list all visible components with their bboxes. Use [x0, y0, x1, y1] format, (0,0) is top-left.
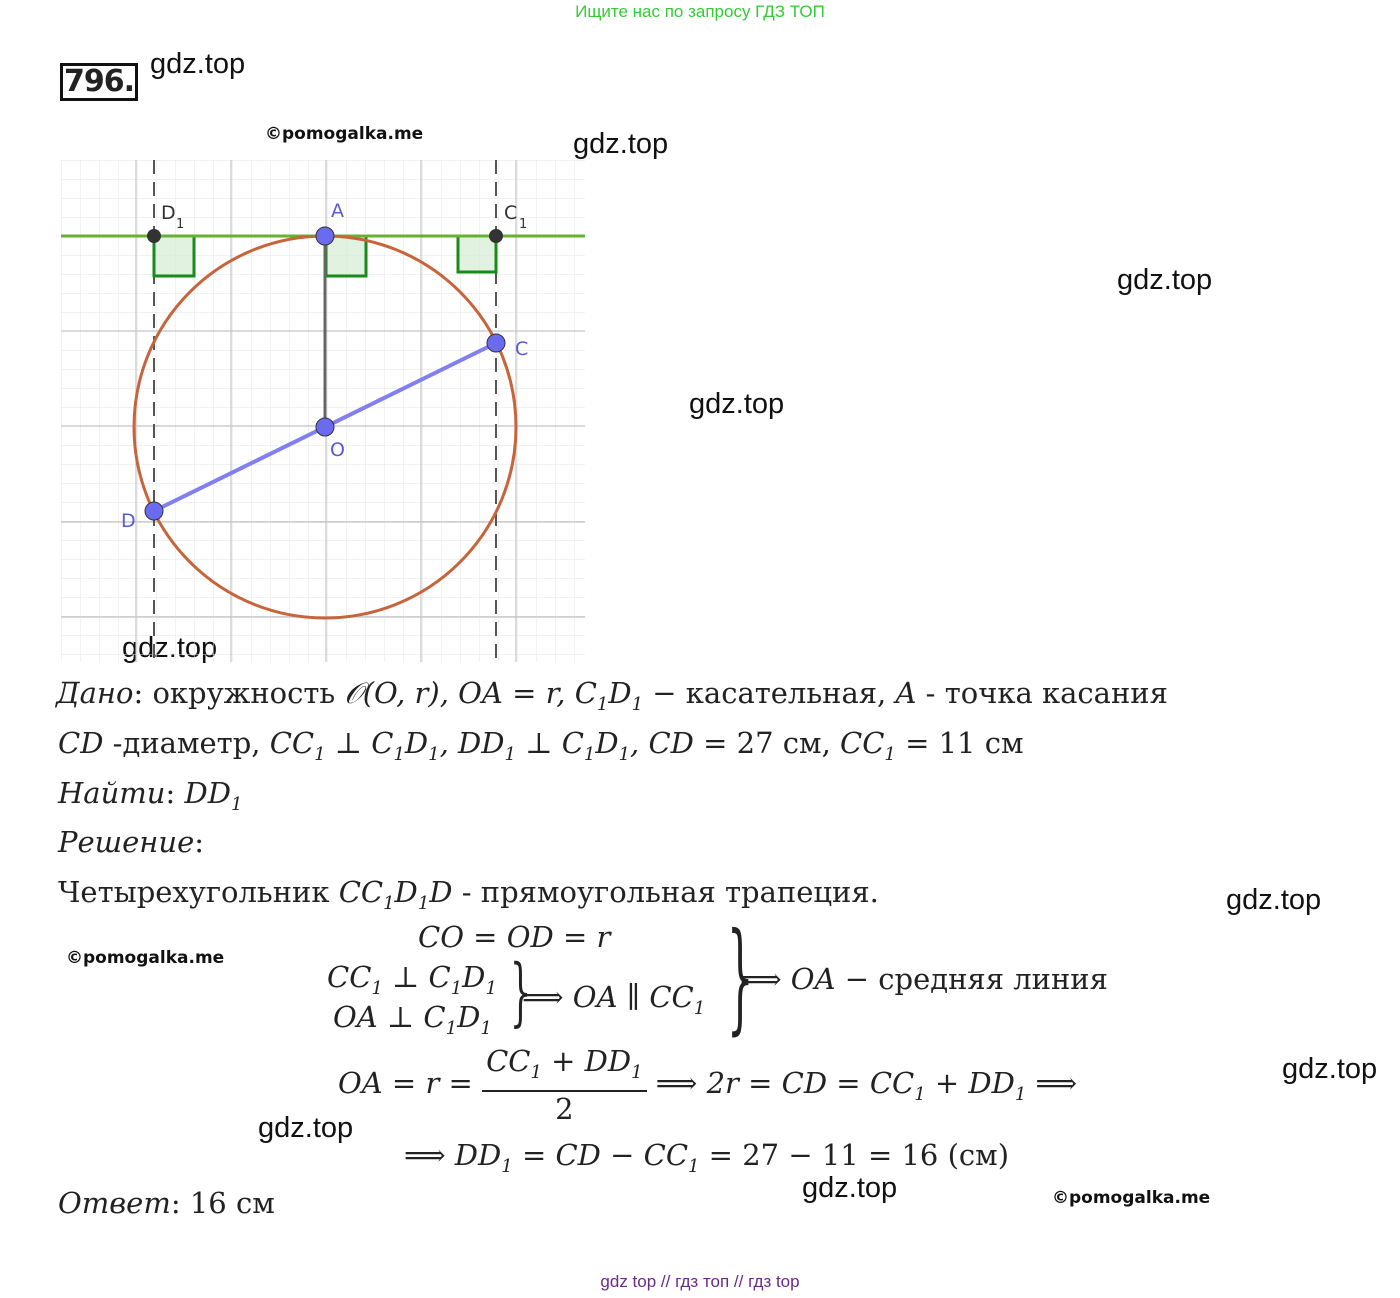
watermark: gdz.top	[802, 1172, 898, 1204]
label-o: O	[330, 439, 345, 461]
midline-text: средняя линия	[878, 962, 1108, 996]
copyright-label: ©pomogalka.me	[265, 124, 424, 144]
brace-inner: }	[509, 949, 532, 1035]
point-d1	[147, 229, 161, 243]
copyright-label: ©pomogalka.me	[66, 948, 225, 968]
label-c: C	[515, 338, 529, 360]
right-angle-marker	[154, 236, 194, 276]
answer-label: Ответ	[58, 1186, 171, 1220]
solution-heading: Решение:	[58, 825, 205, 859]
watermark: gdz.top	[689, 388, 785, 420]
label-c1-sub: 1	[519, 217, 528, 232]
find-line: Найти: $DD_1$	[58, 776, 243, 815]
label-a: A	[331, 200, 344, 222]
point-o	[316, 418, 334, 436]
given-text: -диаметр,	[112, 726, 261, 760]
given-text: - точка касания	[925, 676, 1168, 710]
given-label: Дано	[56, 676, 134, 710]
problem-number: 796.	[60, 63, 138, 101]
formula-perp-2: OA ⊥ $C_1D_1$	[333, 1000, 492, 1039]
label-d: D	[121, 510, 136, 532]
given-line-1: Дано: окружность 𝒪(O, r), OA = r, $C_1D_1$ − касательная, A - точка касания	[56, 676, 1168, 715]
given-text: см	[984, 726, 1024, 760]
watermark: gdz.top	[1117, 264, 1213, 296]
label-c1: C	[504, 202, 518, 224]
formula-oa-fraction: OA = r = $\frac{CC_1 + DD_1}{2}$ ⟹ 2r = CD = $CC_1 + DD_1$ ⟹	[338, 1044, 1078, 1126]
point-c	[487, 334, 505, 352]
watermark: gdz.top	[1226, 884, 1322, 916]
watermark: gdz.top	[1282, 1053, 1378, 1085]
copyright-label: ©pomogalka.me	[1052, 1188, 1211, 1208]
geometry-figure	[0, 0, 640, 670]
formula-midline: ⟹ OA − средняя линия	[740, 962, 1108, 996]
footer-links[interactable]: gdz top // гдз топ // гдз top	[600, 1272, 800, 1291]
solution-label: Решение	[58, 825, 195, 859]
watermark: gdz.top	[150, 48, 246, 80]
solution-text: Четырехугольник	[58, 875, 330, 909]
solution-text: - прямоугольная трапеция.	[461, 875, 879, 909]
formula-parallel: ⟹ OA ∥ $CC_1$	[522, 980, 706, 1019]
label-d1: D	[161, 202, 176, 224]
right-angle-marker	[458, 236, 496, 272]
unit-text: (см)	[947, 1138, 1010, 1172]
solution-line-1: Четырехугольник $CC_1D_1D$ - прямоугольная трапеция.	[58, 875, 879, 914]
brace-outer: }	[726, 908, 754, 1047]
formula-result: ⟹ $DD_1$ = CD − $CC_1 = 27 - 11 = 16$ (см)	[404, 1138, 1010, 1177]
watermark: gdz.top	[258, 1112, 354, 1144]
top-banner: Ищите нас по запросу ГДЗ ТОП	[575, 2, 825, 21]
formula-co-od: CO = OD = r	[418, 920, 611, 954]
watermark: gdz.top	[573, 128, 669, 160]
formula-perp-1: $CC_1$ ⊥ $C_1D_1$	[327, 960, 497, 999]
point-d	[145, 502, 163, 520]
answer-line: Ответ: 16 см	[58, 1186, 275, 1220]
given-text: касательная,	[685, 676, 887, 710]
label-d1-sub: 1	[176, 217, 185, 232]
answer-value: 16 см	[189, 1186, 275, 1220]
given-text: см,	[782, 726, 831, 760]
fraction: $\frac{CC_1 + DD_1}{2}$	[482, 1044, 647, 1126]
given-line-2: CD -диаметр, $CC_1$ ⊥ $C_1D_1$, $DD_1$ ⊥ $C_1D_1$, CD = 27 см, $CC_1 = 11$ см	[58, 726, 1024, 765]
find-label: Найти	[58, 776, 166, 810]
point-a	[316, 227, 334, 245]
point-c1	[489, 229, 503, 243]
given-text: окружность	[152, 676, 336, 710]
